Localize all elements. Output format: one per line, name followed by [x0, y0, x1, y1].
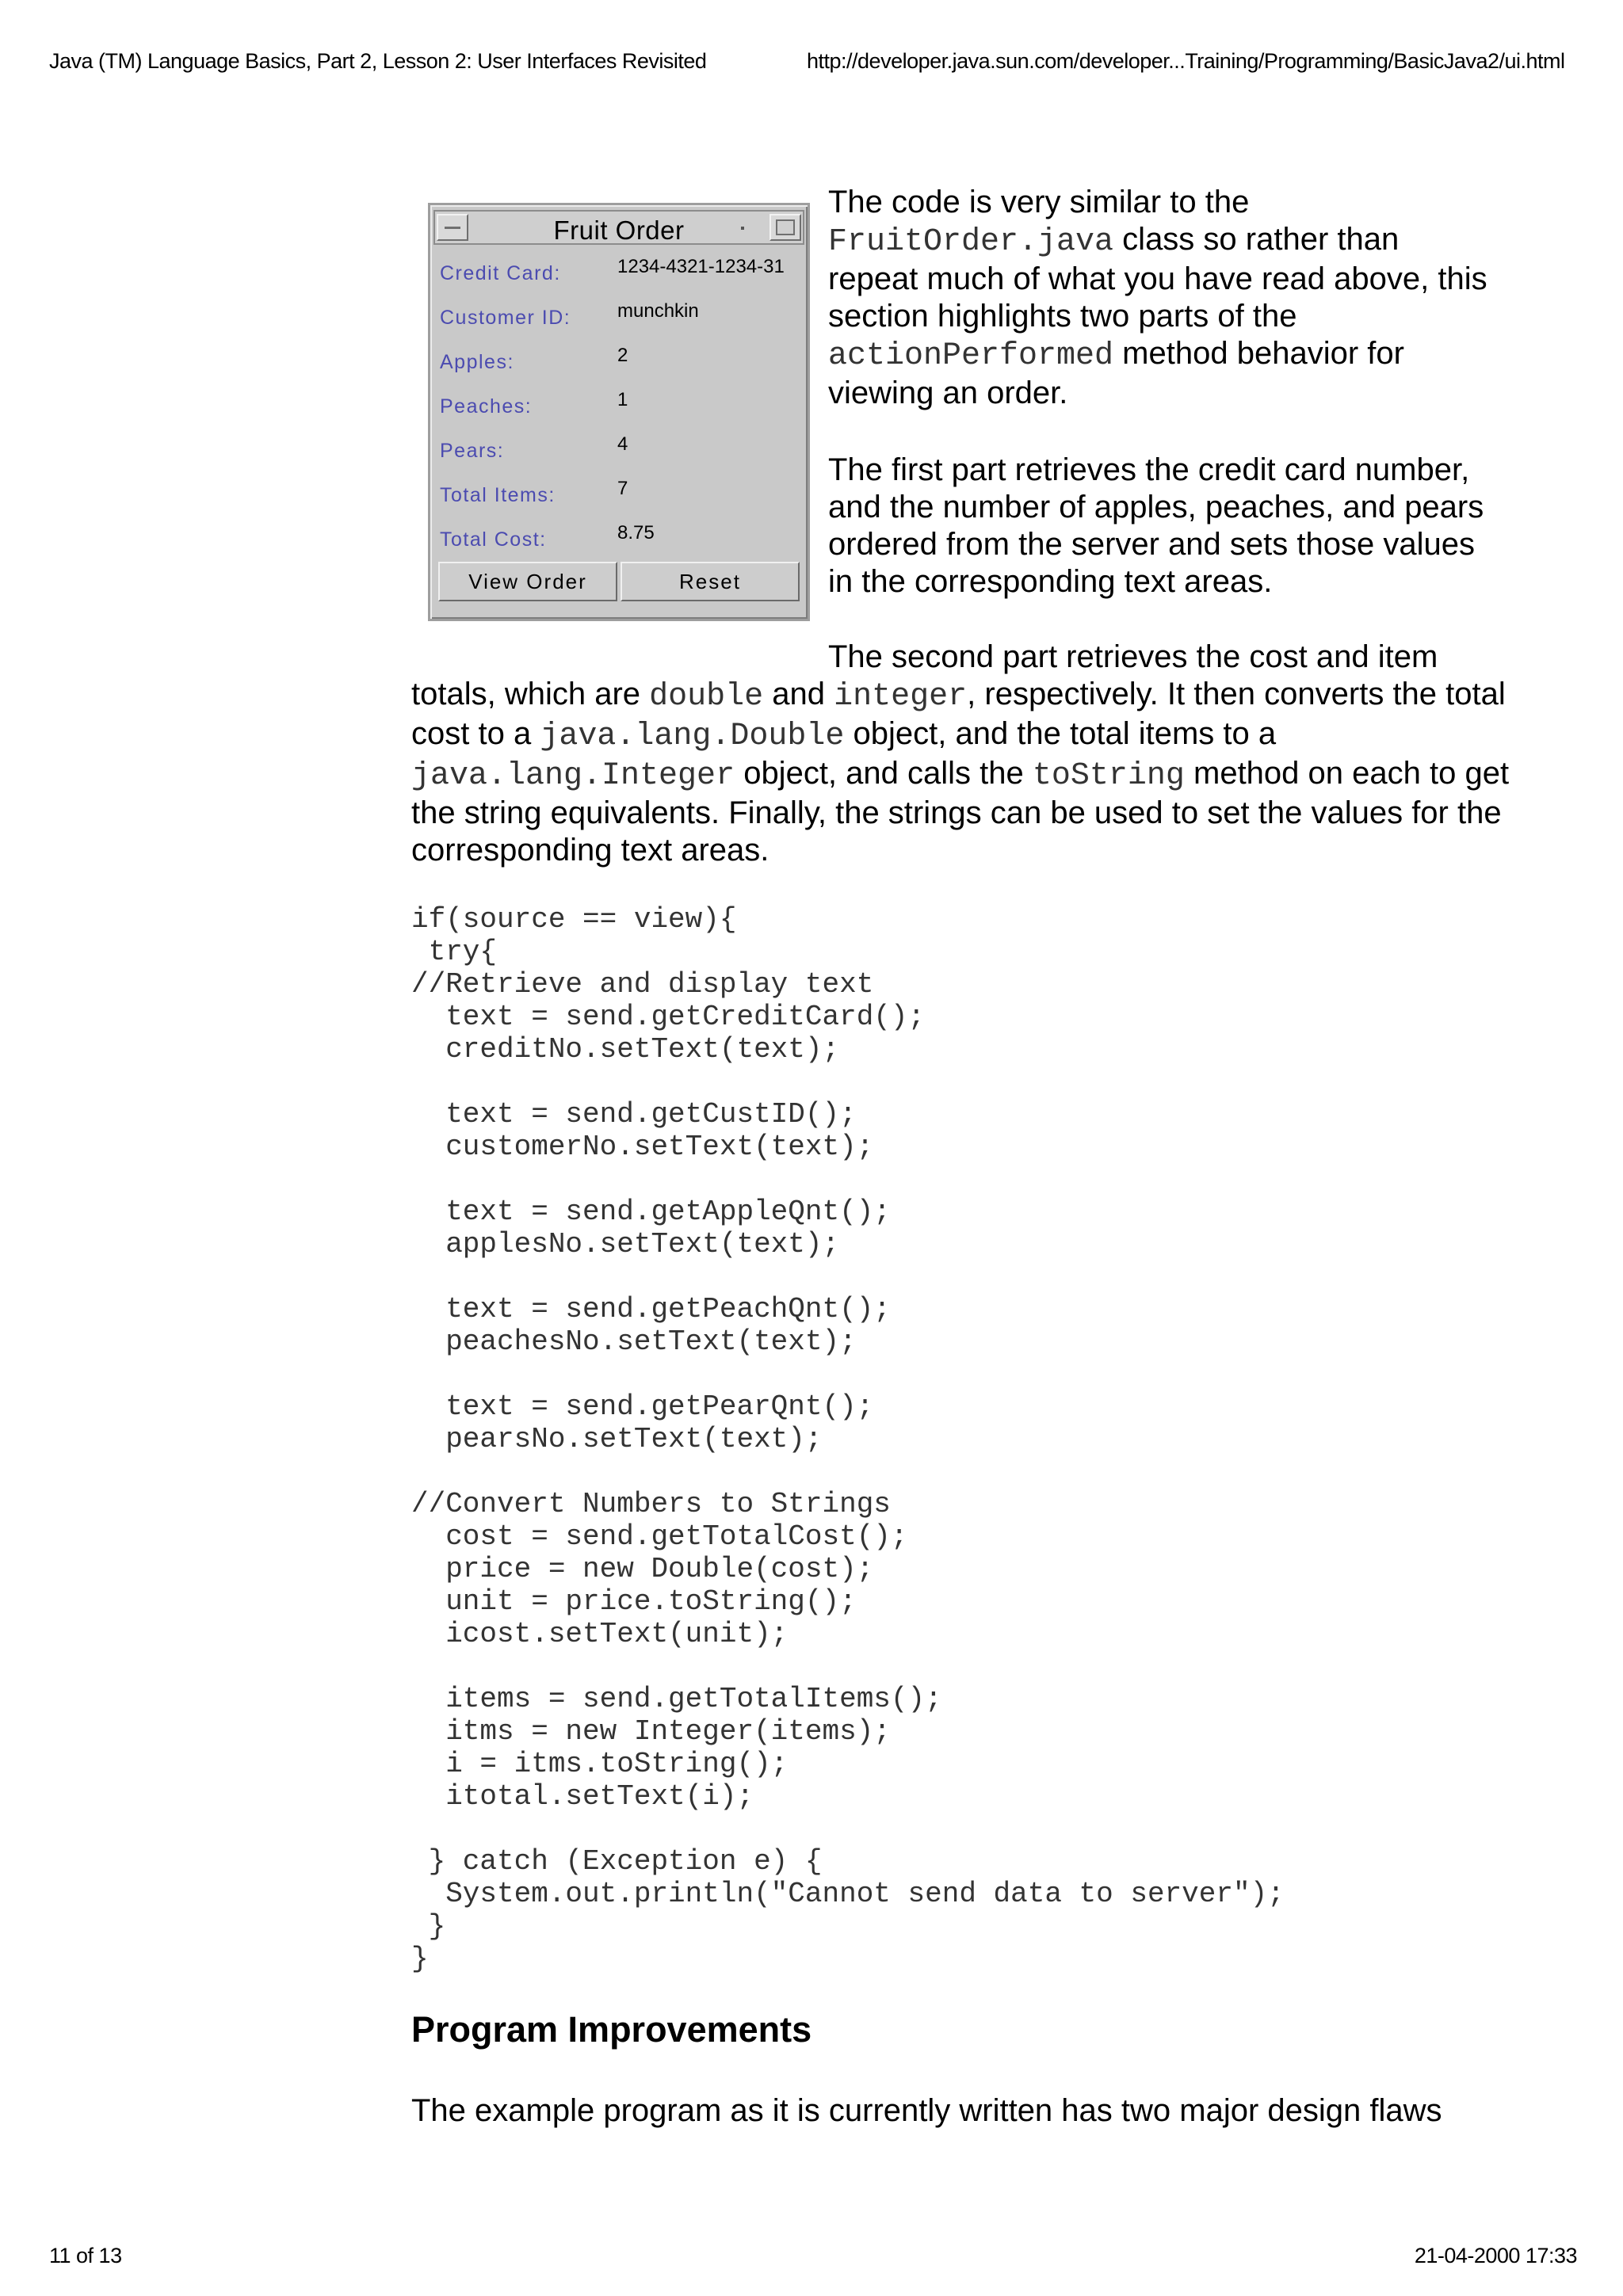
field-row-credit-card — [430, 256, 808, 291]
second-code-2: integer — [834, 679, 968, 715]
page-header-title: Java (TM) Language Basics, Part 2, Lesson 2: User Interfaces Revisited — [49, 49, 707, 73]
fruit-order-window — [428, 203, 810, 621]
maximize-icon[interactable] — [769, 214, 801, 241]
second-text-7: method on each to get the string equivalents. Finally, the strings can be used to set the values for the corresponding text areas. — [411, 756, 1510, 868]
customer-id-label: Customer ID: — [440, 307, 571, 329]
second-text-4: , respectively. It then converts the total cost to a — [411, 677, 1506, 751]
code-listing: if(source == view){ try{ //Retrieve and display text text = send.getCreditCard(); creditNo.setText(text); text = send.getCustID(); customerNo.setText(text); text = send.getAppleQnt(); applesNo.setText(text); text = send.getPeachQnt(); peachesNo.setText(text); text = send.getPearQnt(); pearsNo.setText(text); //Convert Numbers to Strings cost = send.getTotalCost(); price = new Double(cost); unit = price.toString(); icost.setText(unit); items = send.getTotalItems(); itms = new Integer(items); i = itms.toString(); itotal.setText(i); } catch (Exception e) { System.out.println("Cannot send data to server"); } } — [411, 903, 1285, 1975]
apples-field[interactable]: 2 — [617, 345, 628, 366]
window-menu-icon[interactable] — [725, 214, 758, 241]
credit-card-label: Credit Card: — [440, 262, 561, 284]
intro-code-2: actionPerformed — [828, 338, 1114, 374]
pears-field[interactable]: 4 — [617, 433, 628, 455]
apples-label: Apples: — [440, 351, 514, 373]
intro-text-2: class so rather than repeat much of what you have read above, this section highlights two parts of the — [828, 222, 1487, 334]
field-row-pears — [430, 433, 808, 468]
page-number: 11 of 13 — [49, 2244, 122, 2267]
customer-id-field[interactable]: munchkin — [617, 300, 699, 322]
second-part-paragraph — [411, 676, 1521, 869]
second-code-1: double — [649, 679, 764, 715]
total-items-label: Total Items: — [440, 484, 556, 506]
field-row-apples — [430, 345, 808, 379]
intro-text-3: method behavior for viewing an order. — [828, 336, 1404, 410]
section-heading: Program Improvements — [411, 2009, 812, 2050]
second-text-2: totals, which are — [411, 677, 650, 711]
total-items-field[interactable]: 7 — [617, 478, 628, 499]
field-row-customer-id — [430, 300, 808, 335]
second-code-4: java.lang.Integer — [411, 758, 735, 794]
peaches-field[interactable]: 1 — [617, 389, 628, 410]
first-part-paragraph: The first part retrieves the credit card number, and the number of apples, peaches, and pears ordered from the server and sets those values in the corresponding text areas. — [828, 452, 1484, 599]
page-header-url: http://developer.java.sun.com/developer...Training/Programming/BasicJava2/ui.html — [807, 49, 1565, 73]
intro-text-1: The code is very similar to the — [828, 185, 1250, 219]
improvements-paragraph: The example program as it is currently written has two major design flaws — [411, 2093, 1442, 2128]
intro-paragraph — [828, 184, 1494, 412]
pears-label: Pears: — [440, 440, 505, 462]
window-titlebar — [433, 210, 804, 245]
print-datetime: 21-04-2000 17:33 — [1414, 2244, 1577, 2267]
total-cost-field[interactable]: 8.75 — [617, 522, 655, 543]
second-text-3: and — [763, 677, 834, 711]
total-cost-label: Total Cost: — [440, 528, 547, 551]
second-text-5: object, and the total items to a — [844, 716, 1277, 751]
view-order-button[interactable]: View Order — [438, 562, 617, 601]
field-row-total-items — [430, 478, 808, 513]
field-row-peaches — [430, 389, 808, 424]
second-code-3: java.lang.Double — [540, 719, 845, 754]
intro-code-1: FruitOrder.java — [828, 224, 1114, 260]
peaches-label: Peaches: — [440, 395, 533, 418]
second-text-6: object, and calls the — [735, 756, 1033, 791]
window-title: Fruit Order — [553, 215, 685, 245]
second-code-5: toString — [1032, 758, 1185, 794]
reset-button[interactable]: Reset — [621, 562, 800, 601]
credit-card-field[interactable]: 1234-4321-1234-31 — [617, 256, 785, 277]
field-row-total-cost — [430, 522, 808, 557]
second-part-paragraph-line1: The second part retrieves the cost and item — [828, 639, 1438, 674]
